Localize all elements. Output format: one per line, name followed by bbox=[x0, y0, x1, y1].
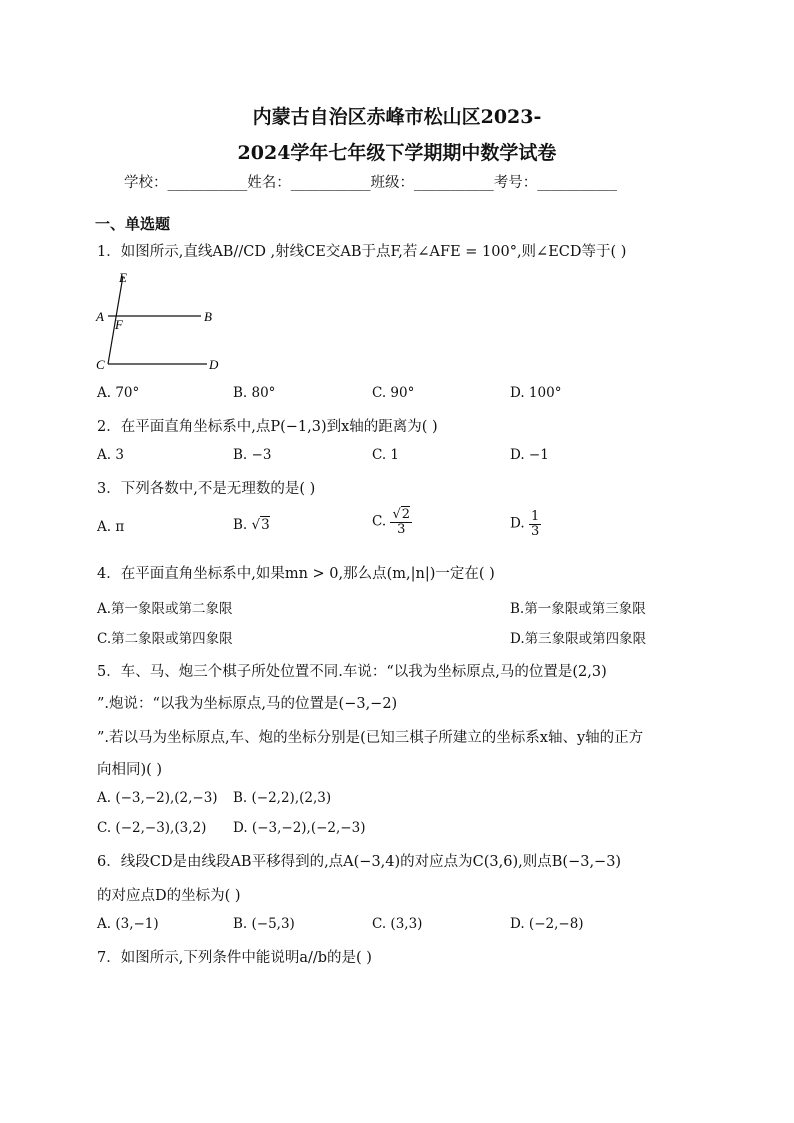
question-5-line-4: 向相同)( ) bbox=[97, 762, 163, 778]
question-3-option-d[interactable] bbox=[510, 510, 541, 538]
question-1-option-a[interactable]: A. 70° bbox=[97, 385, 140, 401]
question-5-line-2: ”.炮说：“以我为坐标原点,马的位置是(−3,−2) bbox=[97, 696, 398, 712]
question-5-option-d[interactable]: D. (−3,−2),(−2,−3) bbox=[233, 820, 366, 836]
option-b-prefix: B. bbox=[233, 517, 248, 533]
question-5-option-b[interactable]: B. (−2,2),(2,3) bbox=[233, 790, 332, 806]
question-3-option-a[interactable]: A. π bbox=[97, 519, 125, 535]
label-c: C bbox=[96, 357, 105, 372]
section-heading: 一、单选题 bbox=[95, 215, 171, 233]
question-3-option-b[interactable] bbox=[233, 517, 270, 533]
fraction-numerator: √2 bbox=[392, 507, 411, 522]
sqrt-radicand: 2 bbox=[401, 507, 411, 522]
fraction-numerator: 1 bbox=[530, 509, 540, 524]
question-1-option-c[interactable]: C. 90° bbox=[372, 385, 415, 401]
question-1-stem: 1．如图所示,直线AB//CD ,射线CE交AB于点F,若∠AFE = 100°,则∠ECD等于( ) bbox=[97, 244, 627, 260]
sqrt-radicand: 3 bbox=[261, 517, 270, 533]
question-6-line-1: 6．线段CD是由线段AB平移得到的,点A(−3,4)的对应点为C(3,6),则点B(−3,−3) bbox=[97, 854, 622, 870]
question-2-stem: 2．在平面直角坐标系中,点P(−1,3)到x轴的距离为( ) bbox=[97, 419, 438, 435]
fraction-denominator: 3 bbox=[530, 523, 540, 539]
question-4-stem: 4．在平面直角坐标系中,如果mn > 0,那么点(m,|n|)一定在( ) bbox=[97, 566, 495, 582]
option-d-prefix: D. bbox=[510, 515, 525, 532]
question-3-option-c[interactable] bbox=[372, 508, 412, 536]
question-4-option-c[interactable]: C.第二象限或第四象限 bbox=[97, 631, 233, 647]
label-b: B bbox=[204, 309, 212, 324]
student-info-line: 学校：___________姓名：___________班级：___________考号：___________ bbox=[124, 175, 617, 191]
label-e: E bbox=[119, 270, 127, 285]
question-7-stem: 7．如图所示,下列条件中能说明a//b的是( ) bbox=[97, 950, 372, 966]
label-a: A bbox=[96, 309, 104, 324]
question-2-option-b[interactable]: B. −3 bbox=[233, 447, 272, 463]
question-2-option-c[interactable]: C. 1 bbox=[372, 447, 400, 463]
question-6-line-2: 的对应点D的坐标为( ) bbox=[97, 888, 241, 904]
question-5-option-c[interactable]: C. (−2,−3),(3,2) bbox=[97, 820, 207, 836]
question-1-option-b[interactable]: B. 80° bbox=[233, 385, 276, 401]
label-f: F bbox=[115, 317, 123, 332]
title-line-2: 2024学年七年级下学期期中数学试卷 bbox=[237, 142, 557, 164]
question-4-option-b[interactable]: B.第一象限或第三象限 bbox=[510, 601, 646, 617]
fraction bbox=[390, 508, 412, 536]
question-1-option-d[interactable]: D. 100° bbox=[510, 385, 562, 401]
fraction-denominator: 3 bbox=[397, 521, 406, 537]
question-4-option-a[interactable]: A.第一象限或第二象限 bbox=[97, 601, 233, 617]
question-3-stem: 3．下列各数中,不是无理数的是( ) bbox=[97, 481, 316, 497]
question-6-option-c[interactable]: C. (3,3) bbox=[372, 916, 423, 932]
label-d: D bbox=[209, 357, 219, 372]
question-1-figure bbox=[92, 268, 232, 376]
question-5-option-a[interactable]: A. (−3,−2),(2,−3) bbox=[97, 790, 218, 806]
question-2-option-a[interactable]: A. 3 bbox=[97, 447, 124, 463]
question-5-line-1: 5．车、马、炮三个棋子所处位置不同.车说：“以我为坐标原点,马的位置是(2,3) bbox=[97, 664, 607, 680]
option-c-prefix: C. bbox=[372, 513, 387, 530]
question-6-option-b[interactable]: B. (−5,3) bbox=[233, 916, 295, 932]
question-4-option-d[interactable]: D.第三象限或第四象限 bbox=[510, 631, 647, 647]
question-5-line-3: ”.若以马为坐标原点,车、炮的坐标分别是(已知三棋子所建立的坐标系x轴、y轴的正方 bbox=[97, 730, 644, 746]
question-6-option-d[interactable]: D. (−2,−8) bbox=[510, 916, 584, 932]
fraction bbox=[529, 510, 541, 538]
title-line-1: 内蒙古自治区赤峰市松山区2023- bbox=[252, 106, 542, 128]
question-6-option-a[interactable]: A. (3,−1) bbox=[97, 916, 159, 932]
question-2-option-d[interactable]: D. −1 bbox=[510, 447, 549, 463]
sqrt-sign: √ bbox=[251, 517, 261, 533]
